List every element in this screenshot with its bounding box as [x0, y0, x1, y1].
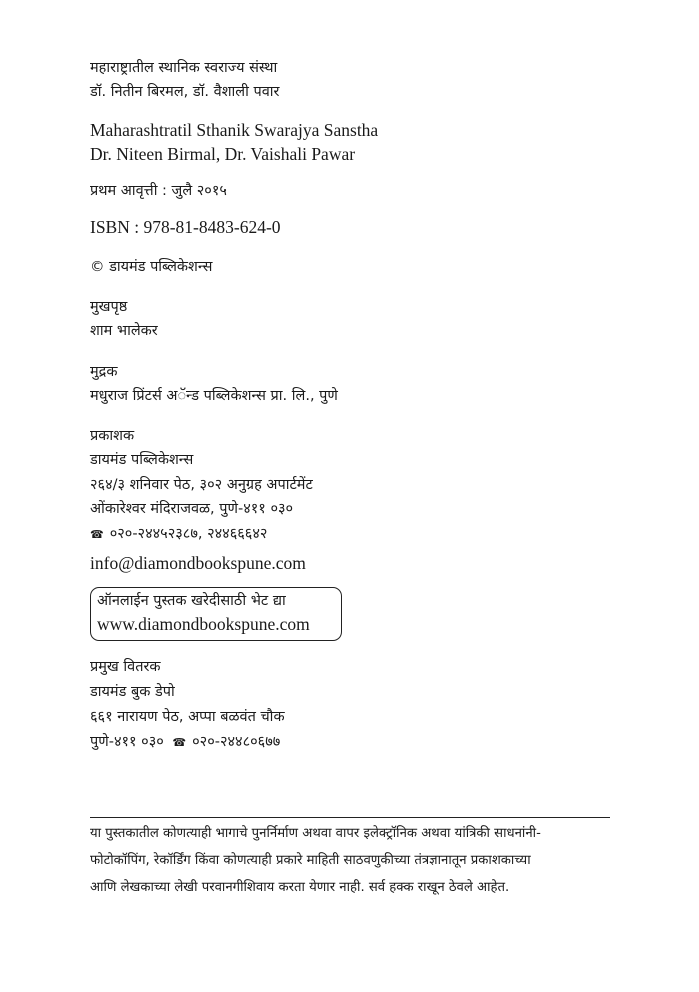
- publisher-label: प्रकाशक: [90, 428, 135, 444]
- authors-marathi: डॉ. नितीन बिरमल, डॉ. वैशाली पवार: [90, 84, 280, 100]
- distributor-label: प्रमुख वितरक: [90, 659, 161, 675]
- copyright-line: © डायमंड पब्लिकेशन्स: [90, 259, 213, 275]
- printer-name: मधुराज प्रिंटर्स अॅन्ड पब्लिकेशन्स प्रा. लि., पुणे: [90, 388, 338, 404]
- online-purchase-box: [90, 587, 342, 641]
- publisher-name: डायमंड पब्लिकेशन्स: [90, 452, 194, 468]
- edition: प्रथम आवृत्ती : जुलै २०१५: [90, 183, 227, 199]
- distributor-address: ६६१ नारायण पेठ, अप्पा बळवंत चौक: [90, 709, 285, 725]
- website-url[interactable]: www.diamondbookspune.com: [97, 614, 310, 634]
- disclaimer-line-2: फोटोकॉपिंग, रेकॉर्डिंग किंवा कोणत्याही प्रकारे माहिती साठवणुकीच्या तंत्रज्ञानातून प्रकाशकाच्या: [90, 853, 531, 868]
- disclaimer-line-1: या पुस्तकातील कोणत्याही भागाचे पुनर्निर्माण अथवा वापर इलेक्ट्रॉनिक अथवा यांत्रिकी साधनांनी-: [90, 826, 541, 841]
- printer-label: मुद्रक: [90, 364, 118, 380]
- publisher-email[interactable]: info@diamondbookspune.com: [90, 553, 306, 573]
- title-marathi: महाराष्ट्रातील स्थानिक स्वराज्य संस्था: [90, 60, 278, 76]
- rights-disclaimer: [90, 820, 620, 901]
- distributor-city-pin: पुणे-४११ ०३०: [90, 734, 164, 750]
- title-english: Maharashtratil Sthanik Swarajya Sanstha: [90, 120, 379, 140]
- divider-rule: [90, 817, 610, 818]
- publisher-phone-line: [90, 523, 267, 546]
- cover-artist: शाम भालेकर: [90, 323, 158, 339]
- distributor-phone: ०२०-२४४८०६७७: [192, 734, 281, 750]
- isbn: ISBN : 978-81-8483-624-0: [90, 217, 281, 237]
- distributor-name: डायमंड बुक डेपो: [90, 684, 175, 700]
- distributor-city-phone: [90, 731, 280, 754]
- telephone-icon: ☎: [172, 736, 187, 749]
- cover-label: मुखपृष्ठ: [90, 299, 128, 315]
- publisher-address-1: २६४/३ शनिवार पेठ, ३०२ अनुग्रह अपार्टमेंट: [90, 477, 313, 493]
- online-purchase-text: ऑनलाईन पुस्तक खरेदीसाठी भेट द्या: [97, 593, 286, 609]
- authors-english: Dr. Niteen Birmal, Dr. Vaishali Pawar: [90, 144, 356, 164]
- publisher-phone: ०२०-२४४५२३८७, २४४६६६४२: [109, 526, 268, 542]
- telephone-icon: ☎: [90, 528, 104, 541]
- publisher-address-2: ओंकारेश्वर मंदिराजवळ, पुणे-४११ ०३०: [90, 501, 294, 517]
- disclaimer-line-3: आणि लेखकाच्या लेखी परवानगीशिवाय करता येणार नाही. सर्व हक्क राखून ठेवले आहेत.: [90, 880, 510, 895]
